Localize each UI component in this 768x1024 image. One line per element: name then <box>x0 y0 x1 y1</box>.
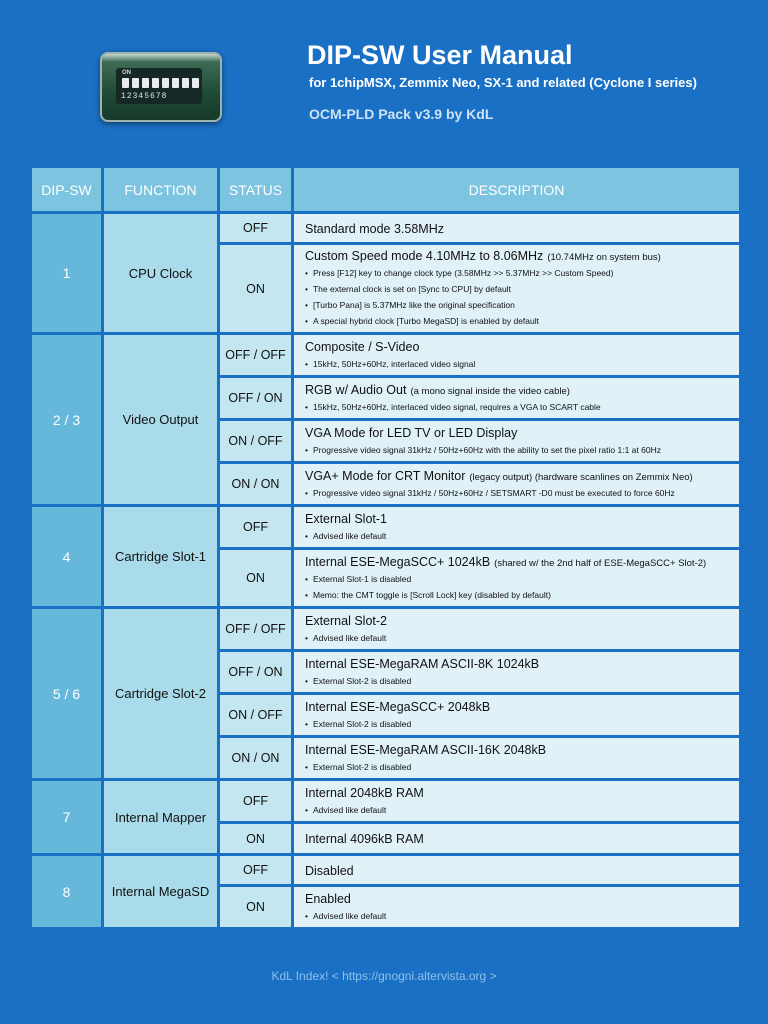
list-item: • Memo: the CMT toggle is [Scroll Lock] key (disabled by default) <box>305 587 739 603</box>
table-row <box>32 214 739 242</box>
description-main: Standard mode 3.58MHz <box>305 221 444 236</box>
description-bullets <box>305 716 739 732</box>
description-cell <box>294 738 739 778</box>
dip-sw-cell: 5 / 6 <box>32 609 101 778</box>
status-cell: OFF / ON <box>220 652 291 692</box>
description-main: RGB w/ Audio Out <box>305 382 407 397</box>
dip-sw-cell: 7 <box>32 781 101 853</box>
description-bullets <box>305 571 739 603</box>
description-main: Enabled <box>305 891 351 906</box>
description-note: (10.74MHz on system bus) <box>547 252 661 263</box>
status-cell: ON <box>220 887 291 927</box>
status-cell: ON / OFF <box>220 695 291 735</box>
status-cell: ON <box>220 824 291 853</box>
status-cell: OFF / ON <box>220 378 291 418</box>
dip-sw-cell: 4 <box>32 507 101 606</box>
description-main: Internal ESE-MegaSCC+ 2048kB <box>305 699 491 714</box>
description-cell <box>294 824 739 853</box>
page-subtitle: for 1chipMSX, Zemmix Neo, SX-1 and related (Cyclone I series) <box>309 75 697 90</box>
table-row <box>32 856 739 884</box>
description-cell <box>294 695 739 735</box>
description-bullets <box>305 759 739 775</box>
list-item: • 15kHz, 50Hz+60Hz, interlaced video signal <box>305 356 739 372</box>
list-item: • [Turbo Pana] is 5.37MHz like the original specification <box>305 297 739 313</box>
description-main: Disabled <box>305 863 354 878</box>
description-note: (legacy output) (hardware scanlines on Zemmix Neo) <box>469 471 693 483</box>
status-cell: OFF / OFF <box>220 609 291 649</box>
description-main: Composite / S-Video <box>305 339 420 354</box>
description-bullets <box>305 802 739 818</box>
description-cell <box>294 507 739 547</box>
description-note: (a mono signal inside the video cable) <box>410 385 570 397</box>
function-cell: Video Output <box>104 335 217 504</box>
description-cell <box>294 464 739 504</box>
description-main: Internal ESE-MegaRAM ASCII-16K 2048kB <box>305 742 547 757</box>
description-cell <box>294 781 739 821</box>
table-row <box>32 609 739 649</box>
list-item: • External Slot-2 is disabled <box>305 673 739 689</box>
description-cell <box>294 652 739 692</box>
table-row <box>32 335 739 375</box>
description-bullets <box>305 265 739 329</box>
dip-keys <box>122 78 199 88</box>
description-note: (shared w/ the 2nd half of ESE-MegaSCC+ Slot-2) <box>494 557 707 569</box>
status-cell: OFF <box>220 214 291 242</box>
description-main: Internal ESE-MegaSCC+ 1024kB <box>305 554 491 569</box>
function-cell: Cartridge Slot-2 <box>104 609 217 778</box>
dip-sw-cell: 8 <box>32 856 101 927</box>
description-bullets <box>305 442 739 458</box>
description-bullets <box>305 673 739 689</box>
status-cell: ON <box>220 550 291 606</box>
description-bullets <box>305 528 739 544</box>
status-cell: ON <box>220 245 291 332</box>
status-cell: ON / ON <box>220 464 291 504</box>
dip-switch-image <box>100 52 222 122</box>
list-item: • 15kHz, 50Hz+60Hz, interlaced video signal, requires a VGA to SCART cable <box>305 399 739 415</box>
footer-link[interactable]: KdL Index! < https://gnogni.altervista.org > <box>271 969 497 983</box>
description-cell <box>294 335 739 375</box>
description-main: External Slot-2 <box>305 613 387 628</box>
header <box>0 0 768 160</box>
table-row <box>32 781 739 821</box>
description-cell <box>294 609 739 649</box>
version-label: OCM-PLD Pack v3.9 by KdL <box>309 106 494 122</box>
list-item: • External Slot-1 is disabled <box>305 571 739 587</box>
description-main: Internal 4096kB RAM <box>305 832 424 846</box>
header-description: DESCRIPTION <box>294 168 739 211</box>
function-cell: Internal MegaSD <box>104 856 217 927</box>
status-cell: OFF <box>220 507 291 547</box>
function-cell: Internal Mapper <box>104 781 217 853</box>
description-main: Internal ESE-MegaRAM ASCII-8K 1024kB <box>305 656 540 671</box>
list-item: • External Slot-2 is disabled <box>305 716 739 732</box>
description-main: VGA+ Mode for CRT Monitor <box>305 468 466 483</box>
header-function: FUNCTION <box>104 168 217 211</box>
description-bullets <box>305 908 739 924</box>
dip-numbers: 12345678 <box>121 92 168 101</box>
table-header-row <box>32 168 739 211</box>
description-bullets <box>305 630 739 646</box>
description-main: External Slot-1 <box>305 511 387 526</box>
description-bullets <box>305 399 739 415</box>
status-cell: ON / ON <box>220 738 291 778</box>
header-status: STATUS <box>220 168 291 211</box>
list-item: • A special hybrid clock [Turbo MegaSD] is enabled by default <box>305 313 739 329</box>
description-cell <box>294 378 739 418</box>
dip-switch-table <box>29 165 742 930</box>
description-main: Custom Speed mode 4.10MHz to 8.06MHz <box>305 249 544 263</box>
list-item: • Advised like default <box>305 528 739 544</box>
description-main: Internal 2048kB RAM <box>305 785 424 800</box>
description-cell <box>294 550 739 606</box>
dip-sw-cell: 1 <box>32 214 101 332</box>
description-cell <box>294 245 739 332</box>
status-cell: OFF <box>220 856 291 884</box>
dip-switch-body <box>116 68 202 104</box>
list-item: • Press [F12] key to change clock type (3.58MHz >> 5.37MHz >> Custom Speed) <box>305 265 739 281</box>
description-bullets <box>305 356 739 372</box>
description-main: VGA Mode for LED TV or LED Display <box>305 425 518 440</box>
list-item: • Advised like default <box>305 630 739 646</box>
description-cell <box>294 856 739 884</box>
dip-sw-cell: 2 / 3 <box>32 335 101 504</box>
list-item: • Advised like default <box>305 908 739 924</box>
table-row <box>32 507 739 547</box>
status-cell: ON / OFF <box>220 421 291 461</box>
description-cell <box>294 421 739 461</box>
status-cell: OFF / OFF <box>220 335 291 375</box>
status-cell: OFF <box>220 781 291 821</box>
page-title: DIP-SW User Manual <box>307 40 573 70</box>
list-item: • External Slot-2 is disabled <box>305 759 739 775</box>
description-cell <box>294 214 739 242</box>
description-bullets <box>305 485 739 501</box>
list-item: • Progressive video signal 31kHz / 50Hz+60Hz with the ability to set the pixel ratio 1:1 at 60Hz <box>305 442 739 458</box>
description-cell <box>294 887 739 927</box>
list-item: • The external clock is set on [Sync to CPU] by default <box>305 281 739 297</box>
function-cell: Cartridge Slot-1 <box>104 507 217 606</box>
dip-on-label: ON <box>122 70 131 76</box>
list-item: • Advised like default <box>305 802 739 818</box>
header-dip-sw: DIP-SW <box>32 168 101 211</box>
function-cell: CPU Clock <box>104 214 217 332</box>
list-item: • Progressive video signal 31kHz / 50Hz+60Hz / SETSMART -D0 must be executed to force 60Hz <box>305 485 739 501</box>
